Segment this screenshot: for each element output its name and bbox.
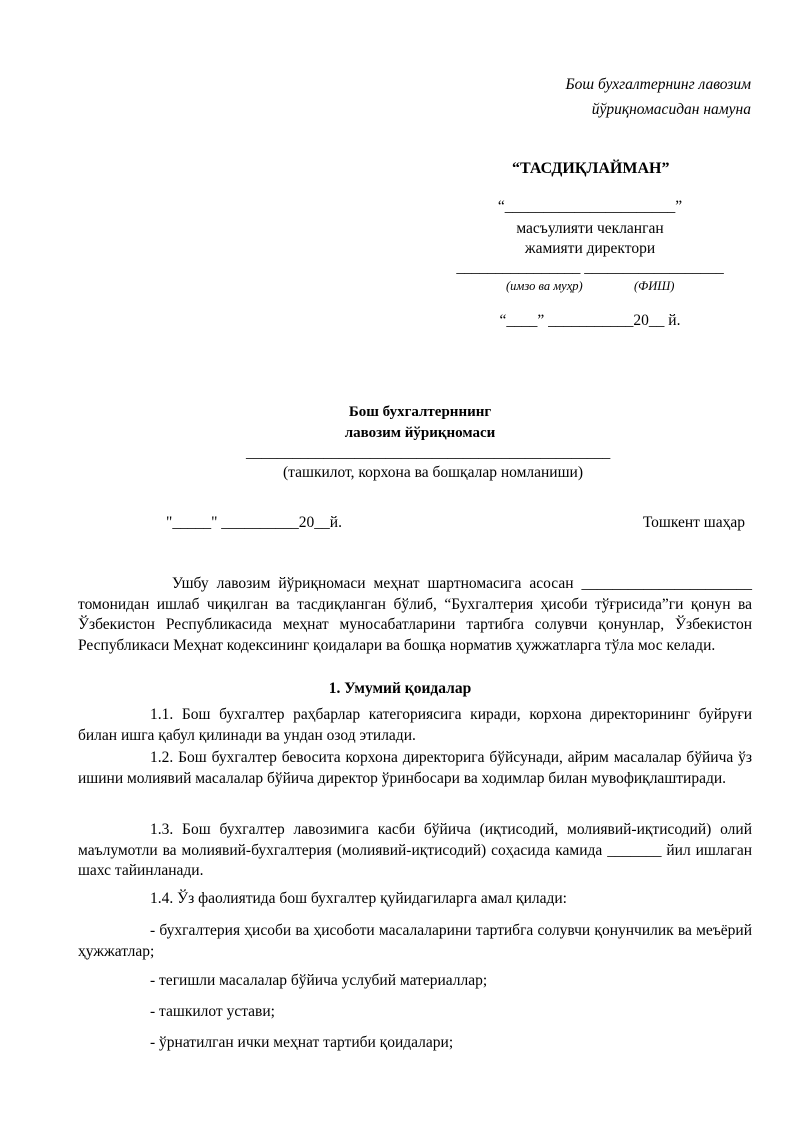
header-note-line2: йўриқномасидан намуна bbox=[591, 101, 751, 118]
document-city: Тошкент шаҳар bbox=[642, 514, 745, 531]
paragraph-1-2: 1.2. Бош бухгалтер бевосита корхона директорига бўйсунади, айрим масалалар бўйича ўз ишини молиявий масалалар бўйича директор ўринбосари ва ходимлар билан мувофиқлаштиради. bbox=[78, 749, 752, 787]
organization-name-line: _______________________________________________ bbox=[246, 444, 611, 461]
approval-org-type-line2: жамияти директори bbox=[524, 240, 656, 257]
approval-date: “____” ___________20__ й. bbox=[499, 312, 681, 329]
paragraph-1-1: 1.1. Бош бухгалтер раҳбарлар категориясига киради, корхона директорининг буйруғи билан ишга қабул қилинади ва ундан озод этилади. bbox=[78, 706, 752, 744]
document-date: "_____" __________20__й. bbox=[166, 514, 342, 531]
paragraph-1-4: 1.4. Ўз фаолиятида бош бухгалтер қуйидагиларга амал қилади: bbox=[150, 890, 567, 907]
header-note-line1: Бош бухгалтернинг лавозим bbox=[565, 76, 751, 93]
document-title-line2: лавозим йўриқномаси bbox=[344, 425, 496, 441]
approval-sign-blanks: ________________ __________________ bbox=[456, 259, 724, 276]
approval-org-blank: “______________________” bbox=[497, 198, 683, 215]
intro-paragraph: Ушбу лавозим йўриқномаси меҳнат шартномасига асосан ______________________ томонидан ишлаб чиқилган ва тасдиқланган бўлиб, “Бухгалтерия ҳисоби тўғрисида”ги қонун ва Ўзбекистон Республикасида меҳнат муносабатларини тартибга солувчи қонунлар, Ўзбекистон Республикаси Меҳнат кодексининг қоидалари ва бошқа норматив ҳужжатларга тўла мос келади. bbox=[78, 575, 752, 654]
approval-org-type-line1: масъулияти чекланган bbox=[516, 220, 664, 237]
list-item-methodical: - тегишли масалалар бўйича услубий материаллар; bbox=[150, 972, 488, 989]
section1-heading: 1. Умумий қоидалар bbox=[328, 680, 472, 697]
approval-name-label: (ФИШ) bbox=[634, 279, 675, 293]
organization-name-caption: (ташкилот, корхона ва бошқалар номланиши) bbox=[283, 464, 583, 481]
document-title-line1: Бош бухгалтерннинг bbox=[348, 404, 492, 420]
list-item-internal-rules: - ўрнатилган ички меҳнат тартиби қоидалари; bbox=[150, 1034, 454, 1051]
approval-title: “ТАСДИҚЛАЙМАН” bbox=[512, 160, 670, 177]
paragraph-1-3: 1.3. Бош бухгалтер лавозимига касби бўйича (иқтисодий, молиявий-иқтисодий) олий маълумотли ва молиявий-бухгалтерия (молиявий-иқтисодий) соҳасида камида _______ йил ишлаган шахс тайинланади. bbox=[78, 821, 752, 879]
list-item-charter: - ташкилот устави; bbox=[150, 1003, 275, 1020]
list-item-laws: - бухгалтерия ҳисоби ва ҳисоботи масалаларини тартибга солувчи қонунчилик ва меъёрий ҳужжатлар; bbox=[78, 922, 752, 960]
approval-sign-label: (имзо ва муҳр) bbox=[506, 279, 583, 293]
